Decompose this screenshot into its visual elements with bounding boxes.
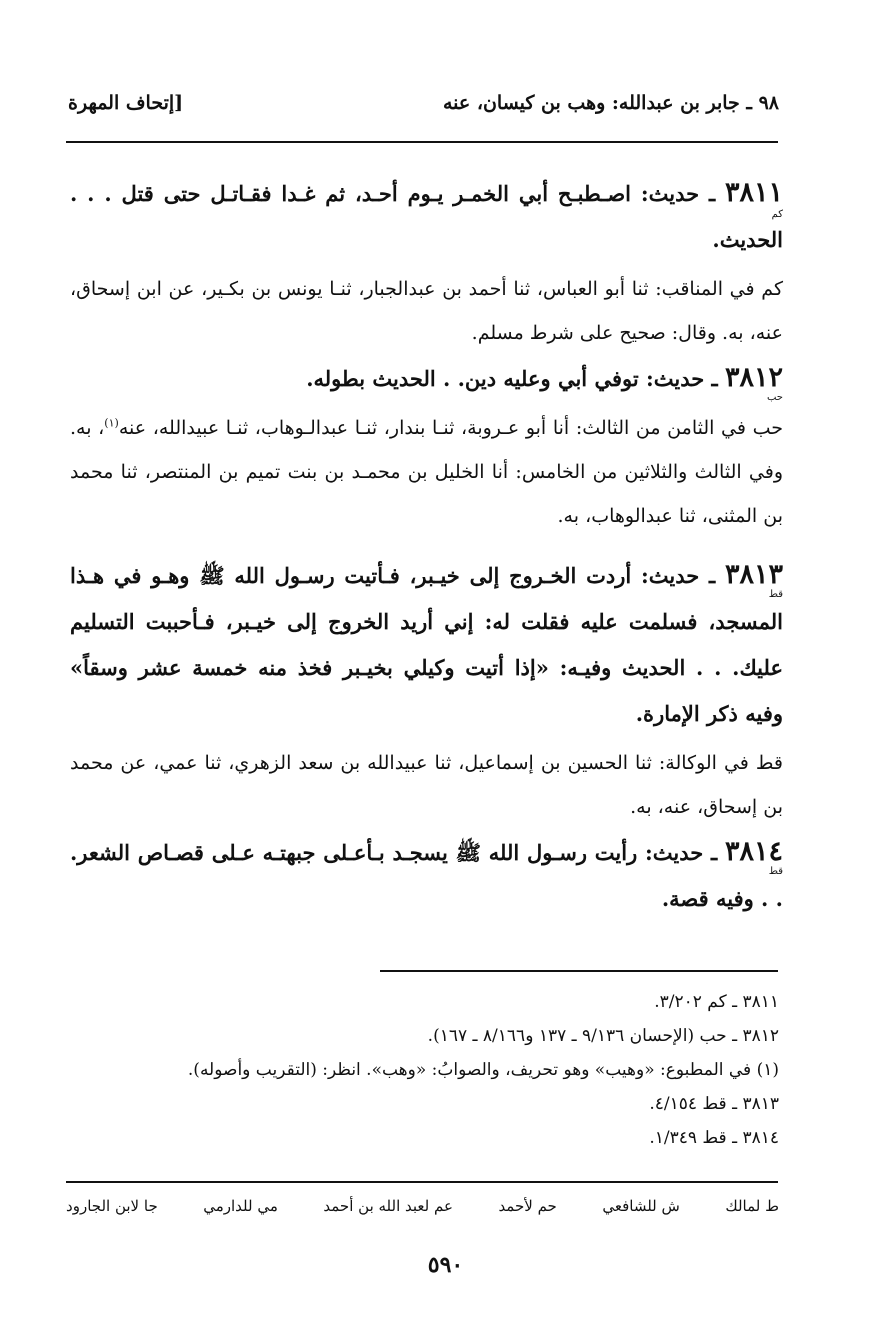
footnote-divider [380, 970, 778, 972]
hadith-source: كم في المناقب: ثنا أبو العباس، ثنا أحمد بن عبدالجبار، ثنـا يونس بن بكـير، عن ابن إسحاق، عنه، به. وقال: صحيح على شرط مسلم. [70, 278, 783, 344]
abbreviation: عم لعبد الله بن أحمد [323, 1197, 453, 1215]
footnote: ٣٨١٤ ـ قط ١/٣٤٩. [649, 1128, 779, 1148]
hadith-source: قط في الوكالة: ثنا الحسين بن إسماعيل، ثنا عبيدالله بن سعد الزهري، ثنا عمي، عن محمد بن إسحاق، عنه، به. [70, 752, 783, 818]
header-divider [66, 141, 778, 143]
hadith-source [70, 406, 783, 538]
hadith-text: ـ حديث: رأيت رسـول الله ﷺ يسجـد بـأعـلى جبهتـه عـلى قصـاص الشعر. . . وفيه قصة. [70, 840, 783, 911]
hadith-text: ـ حديث: توفي أبي وعليه دين. . الحديث بطوله. [306, 366, 718, 391]
source-text: حب في الثامن من الثالث: أنا أبو عـروبة، ثنـا بندار، ثنـا عبدالـوهاب، ثنـا عبيدالله، عنه [118, 417, 784, 439]
hadith-entry [70, 170, 783, 263]
footnote: ٣٨١١ ـ كم ٣/٢٠٢. [654, 992, 779, 1012]
abbreviation: حم لأحمد [498, 1197, 557, 1215]
footnote-marker: (١) [104, 416, 119, 430]
abbreviation: جا لابن الجارود [66, 1197, 158, 1215]
abbreviation: مي للدارمي [203, 1197, 278, 1215]
hadith-entry [70, 552, 783, 737]
chapter-title: ٩٨ ـ جابر بن عبدالله: وهب بن كيسان، عنه [442, 92, 779, 114]
footnote: ٣٨١٢ ـ حب (الإحسان ٩/١٣٦ ـ ١٣٧ و٨/١٦٦ ـ ١٦٧). [427, 1026, 779, 1046]
abbreviations-divider [66, 1181, 778, 1183]
hadith-number: ٣٨١١ [724, 177, 783, 208]
hadith-entry [70, 355, 783, 402]
footnote: (١) في المطبوع: «وهيب» وهو تحريف، والصوابُ: «وهب». انظر: (التقريب وأصوله). [187, 1060, 779, 1080]
hadith-sigla: حب [766, 392, 783, 403]
hadith-sigla: كم [771, 209, 783, 220]
hadith-sigla: قط [768, 866, 783, 877]
main-text [70, 170, 783, 922]
hadith-number: ٣٨١٤ [724, 836, 783, 867]
book-title: [إتحاف المهرة [68, 92, 184, 114]
hadith-entry [70, 829, 783, 922]
abbreviation: ش للشافعي [602, 1197, 680, 1215]
footnotes [70, 985, 779, 1155]
source-text: ، به. وفي الثالث والثلاثين من الخامس: أنا الخليل بن محمـد بن بنت تميم بن المنتصر، ثنا محمد بن المثنى، ثنا عبدالوهاب، به. [70, 417, 783, 527]
abbreviation: ط لمالك [725, 1197, 779, 1215]
page-number: ٥٩٠ [427, 1252, 464, 1278]
hadith-text: ـ حديث: اصـطبـح أبي الخمـر يـوم أحـد، ثم غـدا فقـاتـل حتى قتل . . . الحديث. [70, 181, 783, 252]
hadith-sigla: قط [768, 589, 783, 600]
hadith-text: ـ حديث: أردت الخـروج إلى خيـبر، فـأتيت رسـول الله ﷺ وهـو في هـذا المسجد، فسلمت عليه فقلت له: إني أريد الخروج إلى خيـبر، فـأحببت التسليم عليك. . . الحديث وفيـه: «إذا أتيت وكيلي بخيـبر فخذ منه خمسة عشر وسقاً» وفيه ذكر الإمارة. [70, 563, 783, 726]
footnote: ٣٨١٣ ـ قط ٤/١٥٤. [649, 1094, 779, 1114]
abbreviations-key [66, 1197, 779, 1225]
running-header [68, 92, 779, 122]
hadith-number: ٣٨١٣ [724, 559, 783, 590]
hadith-number: ٣٨١٢ [724, 362, 783, 393]
